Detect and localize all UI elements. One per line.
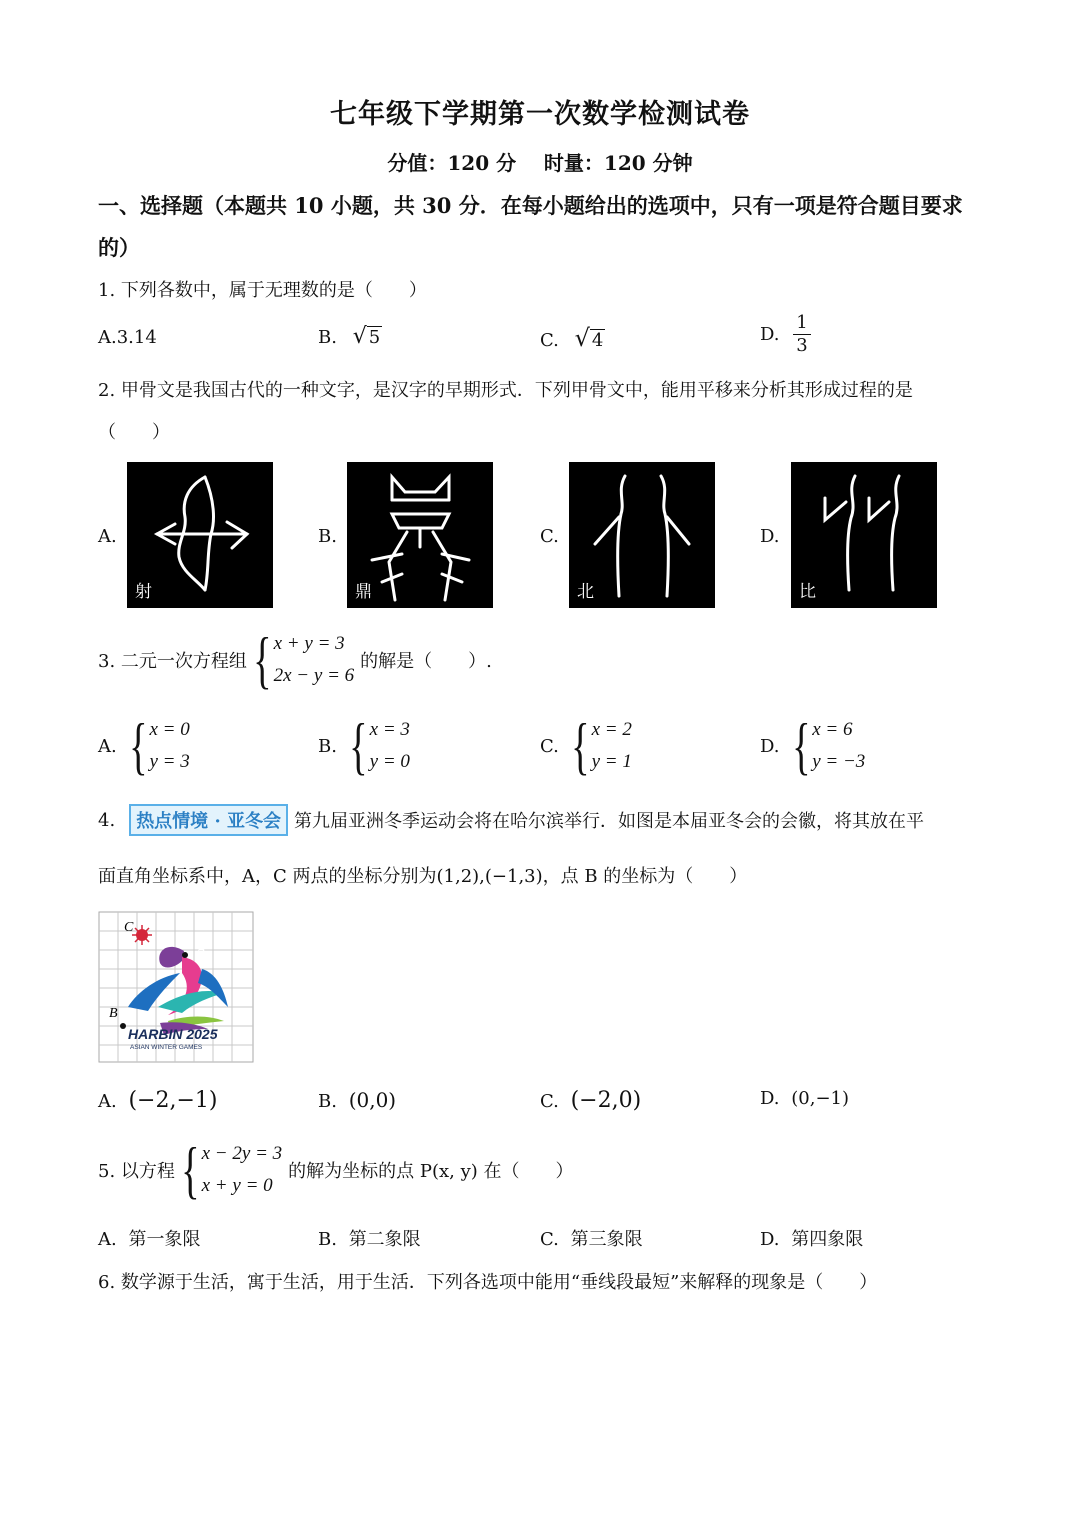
- brace: {: [791, 710, 811, 781]
- q1-option-a: [98, 327, 157, 348]
- q1-stem: 1. 下列各数中，属于无理数的是（ ）: [98, 280, 427, 301]
- q3-option-b: [318, 710, 410, 781]
- q5-option-b: [318, 1225, 421, 1251]
- q2-stem-cont: （ ）: [98, 422, 170, 443]
- q3-suffix: 的解是（ ）.: [360, 651, 492, 672]
- option-label: A.: [98, 327, 117, 348]
- radicand: 5: [368, 327, 381, 348]
- option-label: B.: [318, 1229, 337, 1250]
- sun-icon: [132, 925, 152, 945]
- logo-subtext: ASIAN WINTER GAMES: [130, 1044, 203, 1051]
- brace: {: [181, 1134, 200, 1205]
- equation-system: [565, 710, 632, 781]
- radicand: 4: [591, 330, 604, 351]
- logo-text: HARBIN 2025: [128, 1026, 218, 1042]
- option-value: (−2,−1): [128, 1088, 218, 1113]
- q2-option-d-label: D.: [760, 526, 780, 547]
- option-value: 3.14: [116, 327, 157, 348]
- option-value: 第三象限: [570, 1229, 643, 1250]
- numerator: 1: [793, 312, 810, 335]
- option-label: A.: [98, 1091, 117, 1112]
- brace: {: [349, 710, 368, 781]
- oracle-glyph-bei: [569, 462, 715, 608]
- glyph-caption: 鼎: [355, 582, 372, 602]
- option-value: (0,0): [348, 1088, 397, 1112]
- option-label: B.: [318, 735, 337, 757]
- q2-option-a-label: A.: [98, 526, 117, 547]
- point-c-label: C: [124, 920, 134, 935]
- option-value: 第四象限: [791, 1229, 864, 1250]
- glyph-caption: 北: [577, 582, 594, 602]
- equation: x = 2: [591, 719, 632, 740]
- q2-option-c-label: C.: [540, 526, 559, 547]
- brace: {: [253, 624, 272, 695]
- oracle-glyph-ding: [347, 462, 493, 608]
- logo-grid-figure: [98, 911, 254, 1063]
- option-label: C.: [540, 735, 559, 757]
- equation: 2x − y = 6: [273, 665, 355, 686]
- option-label: D.: [760, 1229, 780, 1250]
- point-b-marker: [120, 1023, 126, 1029]
- equation-system: [175, 1134, 283, 1205]
- option-value: (−2,0): [570, 1088, 642, 1113]
- option-label: A.: [98, 735, 117, 757]
- q4-stem: [98, 804, 924, 836]
- q5-stem: [98, 1134, 574, 1205]
- option-value: 第一象限: [128, 1229, 201, 1250]
- fraction: [793, 312, 810, 357]
- equation-system: [343, 710, 410, 781]
- q4-stem-cont: 面直角坐标系中，A，C 两点的坐标分别为(1,2),(−1,3)，点 B 的坐标为（ ）: [98, 866, 748, 887]
- equation: y = 0: [369, 751, 410, 772]
- q4-option-b: [318, 1088, 396, 1112]
- option-label: C.: [540, 1229, 559, 1250]
- option-label: A.: [98, 1229, 117, 1250]
- q1-option-c: [540, 324, 605, 352]
- page-title: 七年级下学期第一次数学检测试卷: [330, 99, 750, 130]
- oracle-glyph-bi: [791, 462, 937, 608]
- q3-prefix: 3. 二元一次方程组: [98, 651, 247, 672]
- q4-option-d: [760, 1088, 849, 1109]
- point-a-label: A: [197, 942, 206, 957]
- option-label: D.: [760, 324, 780, 345]
- equation: x = 3: [369, 719, 410, 740]
- option-value: 第二象限: [348, 1229, 421, 1250]
- q4-figure: [98, 911, 254, 1063]
- option-label: C.: [540, 1091, 559, 1112]
- q4-text: 第九届亚洲冬季运动会将在哈尔滨举行．如图是本届亚冬会的会徽，将其放在平: [294, 811, 924, 832]
- equation: x + y = 0: [201, 1175, 273, 1196]
- equation-system: [247, 624, 355, 695]
- equation: y = 1: [591, 751, 632, 772]
- glyph-caption: 射: [135, 582, 152, 602]
- equation: y = −3: [812, 751, 866, 772]
- q3-stem: [98, 624, 492, 695]
- hot-topic-tag: 热点情境 · 亚冬会: [129, 804, 288, 836]
- oracle-glyph-she: [127, 462, 273, 608]
- equation: x + y = 3: [273, 633, 345, 654]
- q4-option-c: [540, 1088, 641, 1113]
- point-b-label: B: [109, 1006, 118, 1021]
- q3-option-d: [760, 710, 866, 781]
- q3-option-c: [540, 710, 632, 781]
- exam-info: 分值：120 分 时量：120 分钟: [387, 151, 693, 175]
- equation: x = 0: [149, 719, 190, 740]
- sqrt-symbol: √ 5: [352, 324, 381, 349]
- equation: x − 2y = 3: [201, 1143, 283, 1164]
- q1-option-b: [318, 324, 382, 349]
- denominator: 3: [796, 335, 808, 356]
- point-a-marker: [182, 952, 188, 958]
- option-label: B.: [318, 1091, 337, 1112]
- glyph-caption: 比: [799, 582, 816, 602]
- equation-system: [786, 710, 866, 781]
- equation: x = 6: [812, 719, 853, 740]
- option-label: D.: [760, 735, 780, 757]
- q4-option-a: [98, 1088, 218, 1113]
- q6-stem: 6. 数学源于生活，寓于生活，用于生活．下列各选项中能用“垂线段最短”来解释的现象是（ ）: [98, 1272, 878, 1293]
- option-label: B.: [318, 327, 337, 348]
- q3-option-a: [98, 710, 190, 781]
- q5-suffix: 的解为坐标的点 P(x, y) 在（ ）: [288, 1161, 574, 1182]
- brace: {: [571, 710, 590, 781]
- brace: {: [128, 710, 148, 781]
- section-heading: 一、选择题（本题共 10 小题，共 30 分．在每小题给出的选项中，只有一项是符合题目要求: [98, 193, 963, 218]
- option-label: D.: [760, 1088, 780, 1109]
- q5-option-d: [760, 1225, 863, 1251]
- option-label: C.: [540, 330, 559, 351]
- sqrt-symbol: √ 4: [574, 324, 604, 352]
- q2-option-b-label: B.: [318, 526, 337, 547]
- option-value: (0,−1): [791, 1088, 850, 1109]
- equation-system: [123, 710, 190, 781]
- section-heading-cont: 的）: [98, 235, 140, 260]
- equation: y = 3: [149, 751, 190, 772]
- q1-option-d: [760, 312, 811, 357]
- q5-option-a: [98, 1225, 200, 1251]
- q5-option-c: [540, 1225, 643, 1251]
- q5-prefix: 5. 以方程: [98, 1161, 175, 1182]
- q4-number: 4.: [98, 809, 116, 831]
- q2-stem: 2. 甲骨文是我国古代的一种文字，是汉字的早期形式．下列甲骨文中，能用平移来分析其形成过程的是: [98, 380, 913, 401]
